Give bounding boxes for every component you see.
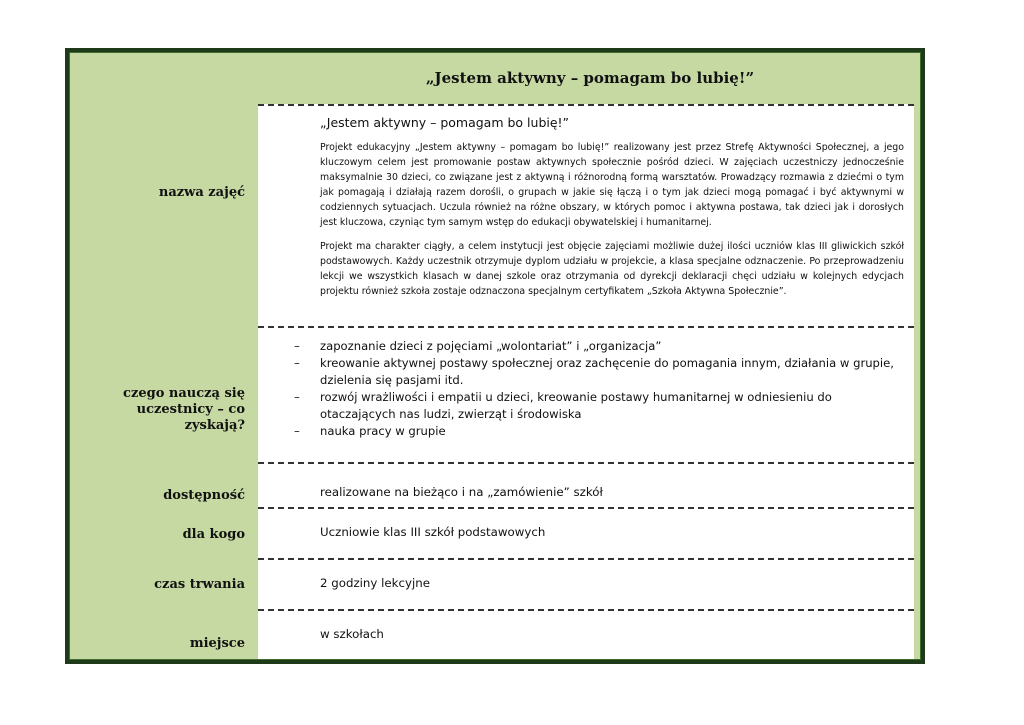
dash-marker: –: [294, 356, 300, 370]
description-paragraph: Projekt ma charakter ciągły, a celem instytucji jest objęcie zajęciami możliwie dużej ilości uczniów klas III gliwickich szkół podstawowych. Każdy uczestnik otrzymuje dyplom udziału w projekcie, a klasa specjalne odznaczenie. Po przeprowadzeniu lekcji we wszystkich klasach w danej szkole oraz otrzymania od dyrekcji deklaracji chęci udziału w kolejnych edycjach projektu również szkoła zostaje odznaczona specjalnym certyfikatem „Szkoła Aktywna Społecznie”.: [320, 241, 904, 297]
list-item: [294, 423, 904, 440]
table-panel: [69, 52, 921, 660]
project-subtitle: „Jestem aktywny – pomagam bo lubię!”: [320, 115, 570, 130]
divider: [258, 609, 914, 611]
duration-value: 2 godziny lekcyjne: [320, 576, 430, 590]
location-value: w szkołach: [320, 627, 384, 641]
list-item: [294, 389, 904, 423]
table-frame: [65, 48, 925, 664]
audience-value: Uczniowie klas III szkół podstawowych: [320, 525, 546, 539]
dash-marker: –: [294, 339, 300, 353]
list-item-text: kreowanie aktywnej postawy społecznej oraz zachęcenie do pomagania innym, działania w grupie, dzielenia się pasjami itd.: [320, 356, 894, 387]
outcomes-block: [294, 338, 904, 440]
list-item-text: zapoznanie dzieci z pojęciami „wolontariat” i „organizacja”: [320, 339, 662, 353]
row-label-czego: czego nauczą się uczestnicy – co zyskają?: [123, 386, 245, 433]
row-label-miejsce: miejsce: [189, 636, 245, 651]
outcomes-list: [294, 338, 904, 440]
row-label-czas: czas trwania: [154, 577, 245, 592]
divider: [258, 104, 914, 106]
list-item-text: rozwój wrażliwości i empatii u dzieci, kreowanie postawy humanitarnej w odniesieniu do otaczających nas ludzi, zwierząt i środowiska: [320, 390, 832, 421]
list-item: [294, 338, 904, 355]
availability-value: realizowane na bieżąco i na „zamówienie” szkół: [320, 485, 603, 499]
list-item: [294, 355, 904, 389]
row-label-nazwa: nazwa zajęć: [158, 185, 245, 200]
dash-marker: –: [294, 424, 300, 438]
list-item-text: nauka pracy w grupie: [320, 424, 446, 438]
header-title: „Jestem aktywny – pomagam bo lubię!”: [425, 69, 755, 87]
row-label-dla-kogo: dla kogo: [182, 527, 245, 542]
dash-marker: –: [294, 390, 300, 404]
description-block: [320, 115, 904, 308]
description-paragraph: Projekt edukacyjny „Jestem aktywny – pomagam bo lubię!” realizowany jest przez Strefę Aktywności Społecznej, a jego kluczowym celem jest promowanie postaw aktywnych społecznie pośród dzieci. W zajęciach uczestniczy jednocześnie maksymalnie 30 dzieci, co związane jest z aktywną i różnorodną formą warsztatów. Prowadzący rozmawia z dziećmi o tym jak pomagają i działają razem dorośli, o grupach w jakie się łączą i o tym jak dzieci mogą pomagać i być aktywnymi w codziennych sytuacjach. Uczula również na różne obszary, w których pomoc i aktywna postawa, tak dzieci jak i dorosłych jest kluczowa, czyniąc tym samym wstęp do edukacji obywatelskiej i humanitarnej.: [320, 142, 904, 228]
divider: [258, 326, 914, 328]
divider: [258, 507, 914, 509]
row-label-dostepnosc: dostępność: [163, 488, 245, 503]
divider: [258, 558, 914, 560]
divider: [258, 462, 914, 464]
